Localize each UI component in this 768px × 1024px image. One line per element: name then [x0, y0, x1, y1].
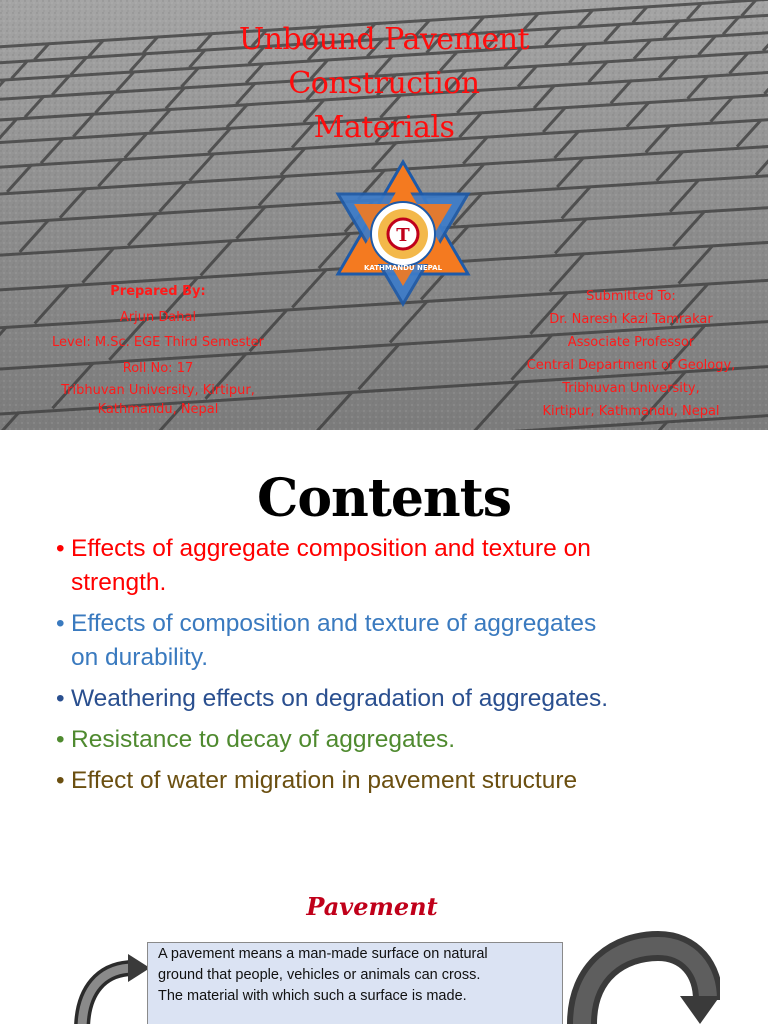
contents-item	[56, 764, 756, 798]
item-line: on durability.	[71, 644, 209, 671]
definition-line: The material with which such a surface is made.	[158, 988, 467, 1004]
prepared-by-label: Prepared By:	[110, 284, 206, 299]
item-line: Resistance to decay of aggregates.	[71, 726, 456, 753]
contents-item	[56, 723, 756, 757]
seal-letter: T	[396, 225, 410, 246]
pavement-slide	[0, 860, 768, 1024]
prepared-line: Roll No: 17	[122, 360, 194, 376]
item-line: Effect of water migration in pavement structure	[71, 767, 578, 794]
item-line: Weathering effects on degradation of aggregates.	[71, 685, 609, 712]
definition-line: ground that people, vehicles or animals can cross.	[158, 967, 481, 983]
contents-slide	[0, 430, 768, 860]
curved-arrow-right-icon	[560, 930, 720, 1024]
item-line: Effects of aggregate composition and texture on	[71, 535, 591, 562]
definition-line: A pavement means a man-made surface on natural	[158, 946, 488, 962]
submitted-line: Dr. Naresh Kazi Tamrakar	[549, 312, 713, 327]
pavement-title: Pavement	[306, 892, 438, 921]
contents-item	[56, 532, 756, 600]
prepared-by-block	[24, 279, 292, 419]
contents-list	[56, 532, 756, 805]
submitted-line: Central Department of Geology,	[526, 358, 736, 373]
prepared-line: Arjun Dahal	[119, 309, 197, 325]
prepared-line: Tribhuvan University, Kirtipur,	[61, 383, 255, 398]
submitted-line: Tribhuvan University,	[562, 381, 700, 396]
presentation-title	[0, 18, 768, 150]
contents-item	[56, 682, 756, 716]
submitted-line: Associate Professor	[567, 335, 695, 350]
title-line: Unbound Pavement	[238, 22, 530, 57]
prepared-line: Level: M.Sc. EGE Third Semester	[52, 335, 264, 350]
title-line: Construction	[288, 66, 480, 101]
curved-arrow-left-icon	[72, 950, 152, 1024]
title-slide	[0, 0, 768, 430]
prepared-line: Kathmandu, Nepal	[97, 402, 219, 417]
submitted-to-block	[500, 285, 762, 423]
contents-item	[56, 607, 756, 675]
submitted-line: Kirtipur, Kathmandu, Nepal	[542, 404, 720, 419]
university-seal-logo	[332, 158, 474, 308]
contents-title: Contents	[256, 468, 512, 529]
item-line: strength.	[71, 569, 167, 596]
submitted-to-label: Submitted To:	[586, 289, 676, 304]
seal-bottom-text: KATHMANDU NEPAL	[363, 264, 443, 272]
item-line: Effects of composition and texture of aggregates	[71, 610, 597, 637]
title-line: Materials	[313, 110, 455, 145]
definition-text	[158, 944, 558, 1007]
